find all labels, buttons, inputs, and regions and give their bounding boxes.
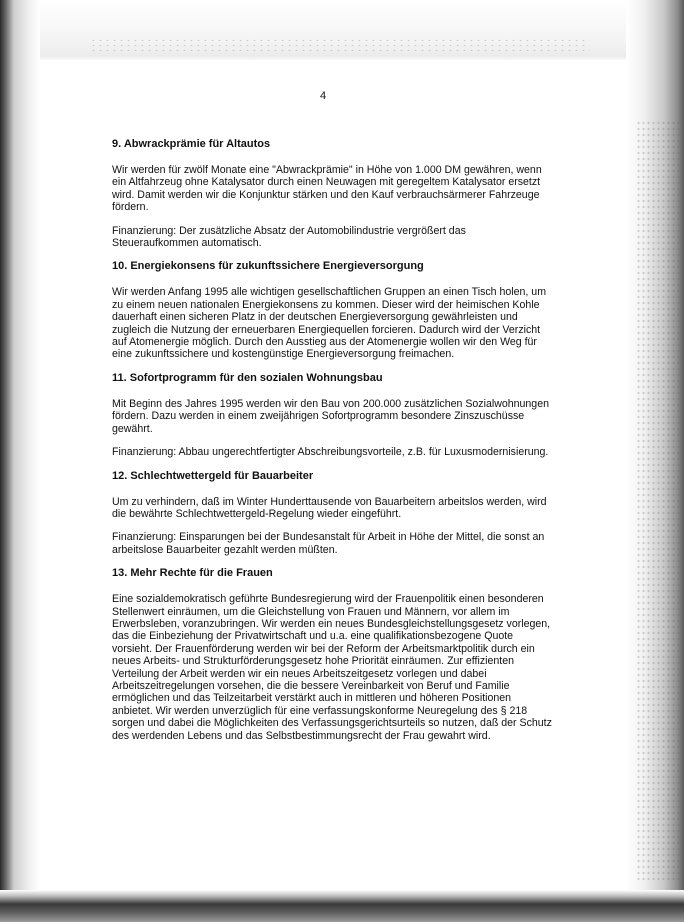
- section-heading: 9. Abwrackprämie für Altautos: [112, 138, 271, 150]
- scan-border-left: [0, 0, 40, 922]
- section-paragraph: Um zu verhindern, daß im Winter Hunderttausende von Bauarbeitern arbeitslos werden, wird die bewährte Schlechtwettergeld-Regelung wieder eingeführt.: [112, 495, 547, 520]
- section-schlechtwettergeld: [112, 470, 552, 557]
- section-paragraph: Wir werden für zwölf Monate eine "Abwrackprämie" in Höhe von 1.000 DM gewähren, wenn ein Altfahrzeug ohne Katalysator durch einen Neuwagen mit geregeltem Katalysator ersetzt wird. Damit werden wir die Konjunktur stärken und den Kauf verbrauchsärmerer Fahrzeuge fördern.: [112, 164, 542, 214]
- section-paragraph: Finanzierung: Abbau ungerechtfertigter Abschreibungsvorteile, z.B. für Luxusmodernisierung.: [112, 446, 549, 459]
- section-paragraph: Mit Beginn des Jahres 1995 werden wir den Bau von 200.000 zusätzlichen Sozialwohnungen fördern. Dazu werden in einem zweijährigen Sofortprogramm besondere Zinszuschüsse gewährt.: [112, 397, 549, 435]
- section-abwrackpraemie: [112, 138, 552, 249]
- section-heading: 13. Mehr Rechte für die Frauen: [112, 567, 273, 580]
- section-heading: 10. Energiekonsens für zukunftssichere Energieversorgung: [112, 260, 424, 273]
- section-heading: 12. Schlechtwettergeld für Bauarbeiter: [112, 469, 314, 482]
- scan-border-bottom: [0, 890, 684, 922]
- section-paragraph: Wir werden Anfang 1995 alle wichtigen gesellschaftlichen Gruppen an einen Tisch holen, um zu einem neuen nationalen Energiekonsens zu kommen. Dieser wird der heimischen Kohle dauerhaft einen sicheren Platz in der deutschen Energieversorgung gewährleisten und zugleich die Nutzung der erneuerbaren Energiequellen forcieren. Dadurch wird der Verzicht auf Atomenergie möglich. Durch den Ausstieg aus der Atomenergie wollen wir den Weg für eine zukunftssichere und kostengünstige Energieversorgung freimachen.: [112, 286, 547, 361]
- section-paragraph: Eine sozialdemokratisch geführte Bundesregierung wird der Frauenpolitik einen besonderen Stellenwert einräumen, um die Gleichstellung von Frauen und Männern, vor allem im Erwerbsleben, voranzubringen. Wir werden ein neues Bundesgleichstellungsgesetz vorlegen, das die Einbeziehung der Privatwirtschaft und u.a. eine qualifikationsbezogene Quote vorsieht. Der Frauenförderung werden wir bei der Reform der Arbeitsmarktpolitik durch ein neues Arbeits- und Strukturförderungsgesetz hohe Priorität einräumen. Zur effizienten Verteilung der Arbeit werden wir ein neues Arbeitszeitgesetz vorlegen und dabei Arbeitszeitregelungen vorsehen, die die bessere Vereinbarkeit von Beruf und Familie ermöglichen und das Teilzeitarbeit verstärkt auch in mittleren und höheren Positionen anbietet. Wir werden unverzüglich für eine verfassungskonforme Neuregelung des § 218 sorgen und dabei die Möglichkeiten des Verfassungsgerichtsurteils so nutzen, daß der Schutz des werdenden Lebens und das Selbstbestimmungsrecht der Frau gewahrt wird.: [112, 593, 552, 742]
- section-wohnungsbau: [112, 372, 552, 459]
- scan-noise-right: [636, 120, 680, 880]
- section-frauenrechte: [112, 567, 552, 742]
- section-paragraph: Finanzierung: Einsparungen bei der Bundesanstalt für Arbeit in Höhe der Mittel, die sonst an arbeitslose Bauarbeiter gezahlt werden müßten.: [112, 531, 545, 556]
- section-paragraph: Finanzierung: Der zusätzliche Absatz der Automobilindustrie vergrößert das Steueraufkommen automatisch.: [112, 224, 466, 250]
- section-heading: 11. Sofortprogramm für den sozialen Wohnungsbau: [112, 371, 383, 384]
- section-energiekonsens: [112, 260, 552, 360]
- document-content: [112, 138, 552, 753]
- page-number: 4: [320, 90, 327, 102]
- scan-noise-top: [90, 38, 590, 54]
